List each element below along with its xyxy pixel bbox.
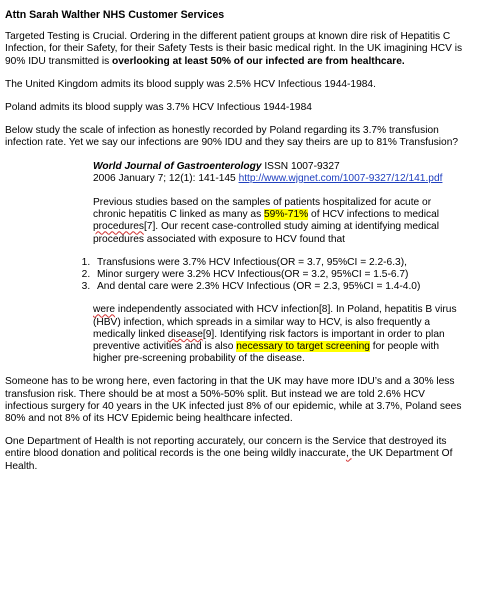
quote-paragraph-1 xyxy=(93,197,457,246)
journal-name: World Journal of Gastroenterology xyxy=(93,160,262,172)
journal-citation xyxy=(93,161,457,185)
closing-text-b: the UK Department Of Health. xyxy=(5,448,453,472)
journal-issn: ISSN 1007-9327 xyxy=(261,160,340,172)
letter-heading: Attn Sarah Walther NHS Customer Services xyxy=(5,9,225,21)
closing-spellcheck-mark: , xyxy=(345,448,352,460)
quote2-text-a: independently associated with HCV infection[8]. In Poland, hepatitis B virus (HBV) infection, which spreads in a similar way to HCV, is also frequently a medically linked xyxy=(93,304,457,340)
intro-bold-text: overlooking at least 50% of our infected are from healthcare. xyxy=(112,55,405,67)
below-study-paragraph: Below study the scale of infection as honestly recorded by Poland regarding its 3.7% transfusion infection rate. Yet we say our infections are 90% IDU and they say theirs are up to 81% Transfusion? xyxy=(5,125,459,149)
someone-wrong-paragraph: Someone has to be wrong here, even factoring in that the UK may have more IDU’s and a 30% less transfusion risk. There should be at most a 50%-50% split. But instead we are told 2.6% HCV infectious surgery for 40 years in the UK infected just 8% of our epidemic, while at 3.7%, Poland sees 80% and not 8% of its HCV Epidemic being healthcare infected. xyxy=(5,376,462,425)
quote2-text-b: [9]. Identifying risk factors is important in order to plan preventive activities and is also xyxy=(93,328,445,353)
journal-date-pages: 2006 January 7; 12(1): 141-145 xyxy=(93,172,239,184)
closing-paragraph xyxy=(5,436,465,473)
quote2-highlight: necessary to target screening xyxy=(236,341,370,353)
journal-link[interactable]: http://www.wjgnet.com/1007-9327/12/141.pdf xyxy=(238,172,443,184)
quote-paragraph-2 xyxy=(93,304,457,365)
quote1-text-b: of HCV infections to medical xyxy=(308,209,439,221)
quote1-spellcheck-word: procedures xyxy=(93,221,144,233)
list-item-transfusions: 1. Transfusions were 3.7% HCV Infectious(OR = 3.7, 95%CI = 2.2-6.3), xyxy=(93,257,465,269)
intro-paragraph xyxy=(5,31,465,68)
quote2-spellcheck-word-1: were xyxy=(93,304,116,316)
quote1-text-c: [7]. Our recent case-controlled study aiming at identifying medical procedures associated with exposure to HCV found that xyxy=(93,221,439,245)
quote1-text-a: Previous studies based on the samples of patients hospitalized for acute or chronic hepatitis C linked as many as xyxy=(93,197,432,221)
quote1-highlight: 59%-71% xyxy=(264,209,309,221)
list-item-dental-care: 3. And dental care were 2.3% HCV Infectious (OR = 2.3, 95%CI = 1.4-4.0) xyxy=(93,281,465,293)
closing-text-a: One Department of Health is not reporting accurately, our concern is the Service that destroyed its entire blood donation and political records is the one being wildly inaccurate xyxy=(5,436,447,460)
quote2-text-c: for people with higher pre-screening probability of the disease. xyxy=(93,341,440,365)
quote2-spellcheck-word-2: disease xyxy=(167,328,203,340)
infection-rate-list xyxy=(5,257,465,294)
poland-blood-statement: Poland admits its blood supply was 3.7% HCV Infectious 1944-1984 xyxy=(5,102,312,114)
list-item-minor-surgery: 2. Minor surgery were 3.2% HCV Infectious(OR = 3.2, 95%CI = 1.5-6.7) xyxy=(93,269,465,281)
intro-text: Targeted Testing is Crucial. Ordering in the different patient groups at known dire risk of Hepatitis C Infection, for their Safety, for their Safety Tests is their basic medical right. In the UK imagining HCV is 90% IDU transmitted is xyxy=(5,31,463,67)
uk-blood-statement: The United Kingdom admits its blood supply was 2.5% HCV Infectious 1944-1984. xyxy=(5,78,376,90)
